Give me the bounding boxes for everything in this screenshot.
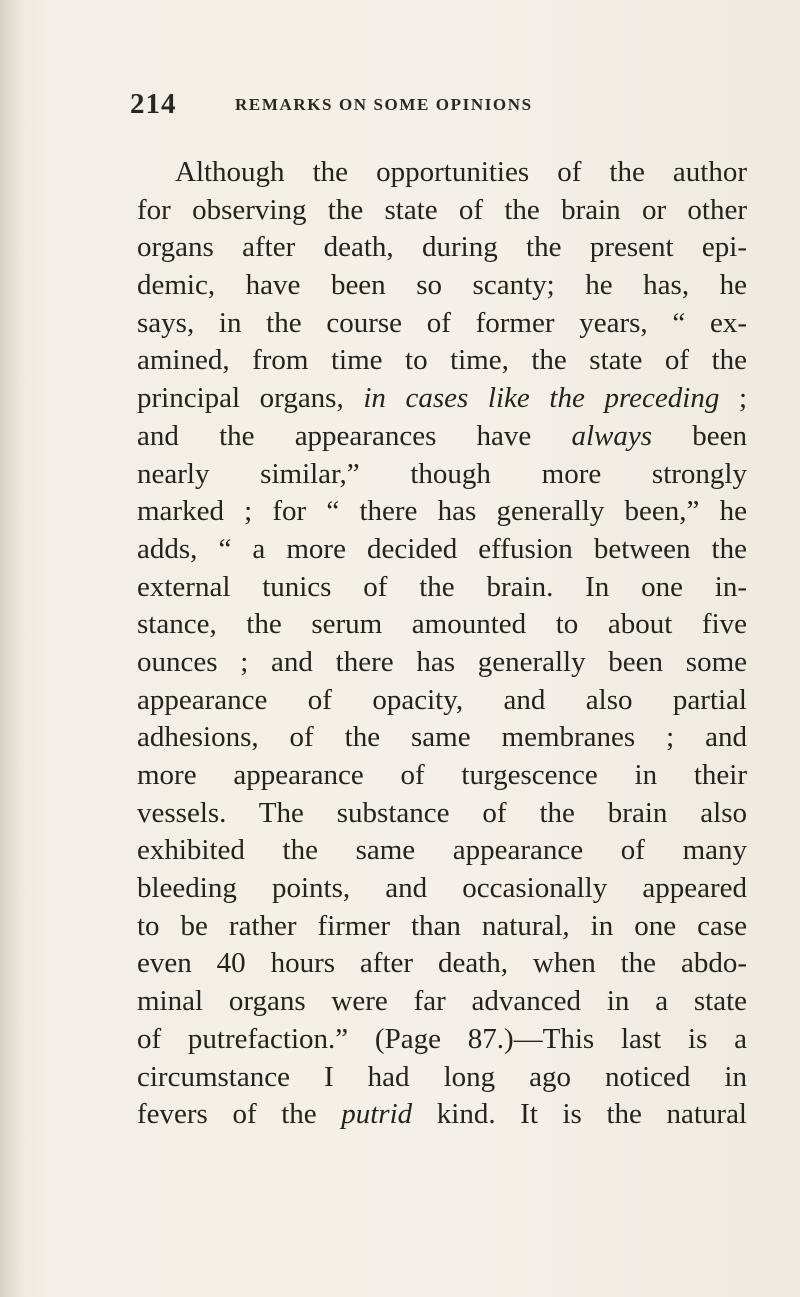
text-line [137, 757, 747, 795]
text-line [137, 1096, 747, 1134]
text-fragment: to be rather firmer than natural, in one case [137, 909, 747, 942]
text-line [137, 493, 747, 531]
text-line [137, 154, 747, 192]
text-fragment: kind. It is the natural [412, 1098, 747, 1131]
running-title: REMARKS ON SOME OPINIONS [235, 95, 533, 114]
text-line [137, 267, 747, 305]
text-line [137, 569, 747, 607]
italic-text: putrid [341, 1098, 413, 1131]
page-number: 214 [130, 88, 177, 120]
text-line [137, 644, 747, 682]
text-line [137, 870, 747, 908]
text-fragment: of putrefaction.” (Page 87.)—This last is a [137, 1022, 747, 1055]
text-fragment: minal organs were far advanced in a state [137, 985, 747, 1018]
text-fragment: exhibited the same appearance of many [137, 834, 747, 867]
text-line [137, 418, 747, 456]
text-fragment: marked ; for “ there has generally been,” he [137, 495, 747, 528]
text-fragment: and the appearances have [137, 419, 572, 452]
text-fragment: circumstance I had long ago noticed in [137, 1060, 747, 1093]
text-line [137, 305, 747, 343]
text-fragment: Although the opportunities of the author [175, 156, 747, 188]
text-line [137, 380, 747, 418]
text-line [137, 456, 747, 494]
text-fragment: external tunics of the brain. In one in- [137, 570, 747, 603]
text-line [137, 908, 747, 946]
text-line [137, 606, 747, 644]
text-fragment: organs after death, during the present epi- [137, 231, 747, 264]
text-fragment: ; [719, 382, 747, 415]
text-fragment: fevers of the [137, 1098, 342, 1131]
text-line [137, 945, 747, 983]
text-line [137, 192, 747, 230]
text-line [137, 719, 747, 757]
page-edge-shadow [0, 0, 22, 1297]
text-fragment: amined, from time to time, the state of the [137, 344, 747, 377]
text-fragment: ounces ; and there has generally been some [137, 645, 747, 678]
text-line [137, 682, 747, 720]
italic-text: always [571, 419, 653, 452]
text-fragment: principal organs, [137, 382, 364, 415]
text-line [137, 1059, 747, 1097]
text-fragment: vessels. The substance of the brain also [137, 796, 747, 829]
text-line [137, 531, 747, 569]
text-line [137, 342, 747, 380]
text-fragment: nearly similar,” though more strongly [137, 457, 747, 490]
text-fragment: more appearance of turgescence in their [137, 759, 747, 791]
text-fragment: adds, “ a more decided effusion between the [137, 532, 747, 565]
text-line [137, 1021, 747, 1059]
body-text [137, 154, 747, 1134]
text-fragment: stance, the serum amounted to about five [137, 608, 747, 641]
text-fragment: even 40 hours after death, when the abdo- [137, 947, 747, 980]
text-line [137, 229, 747, 267]
text-line [137, 795, 747, 833]
text-fragment: says, in the course of former years, “ ex- [137, 306, 747, 339]
italic-text: in cases like the preceding [363, 382, 720, 415]
text-fragment: appearance of opacity, and also partial [137, 683, 747, 716]
text-line [137, 983, 747, 1021]
text-fragment: for observing the state of the brain or other [137, 193, 747, 226]
text-line [137, 832, 747, 870]
text-fragment: adhesions, of the same membranes ; and [137, 721, 747, 754]
text-fragment: demic, have been so scanty; he has, he [137, 269, 747, 302]
text-fragment: bleeding points, and occasionally appeared [137, 872, 747, 905]
text-fragment: been [652, 419, 747, 452]
